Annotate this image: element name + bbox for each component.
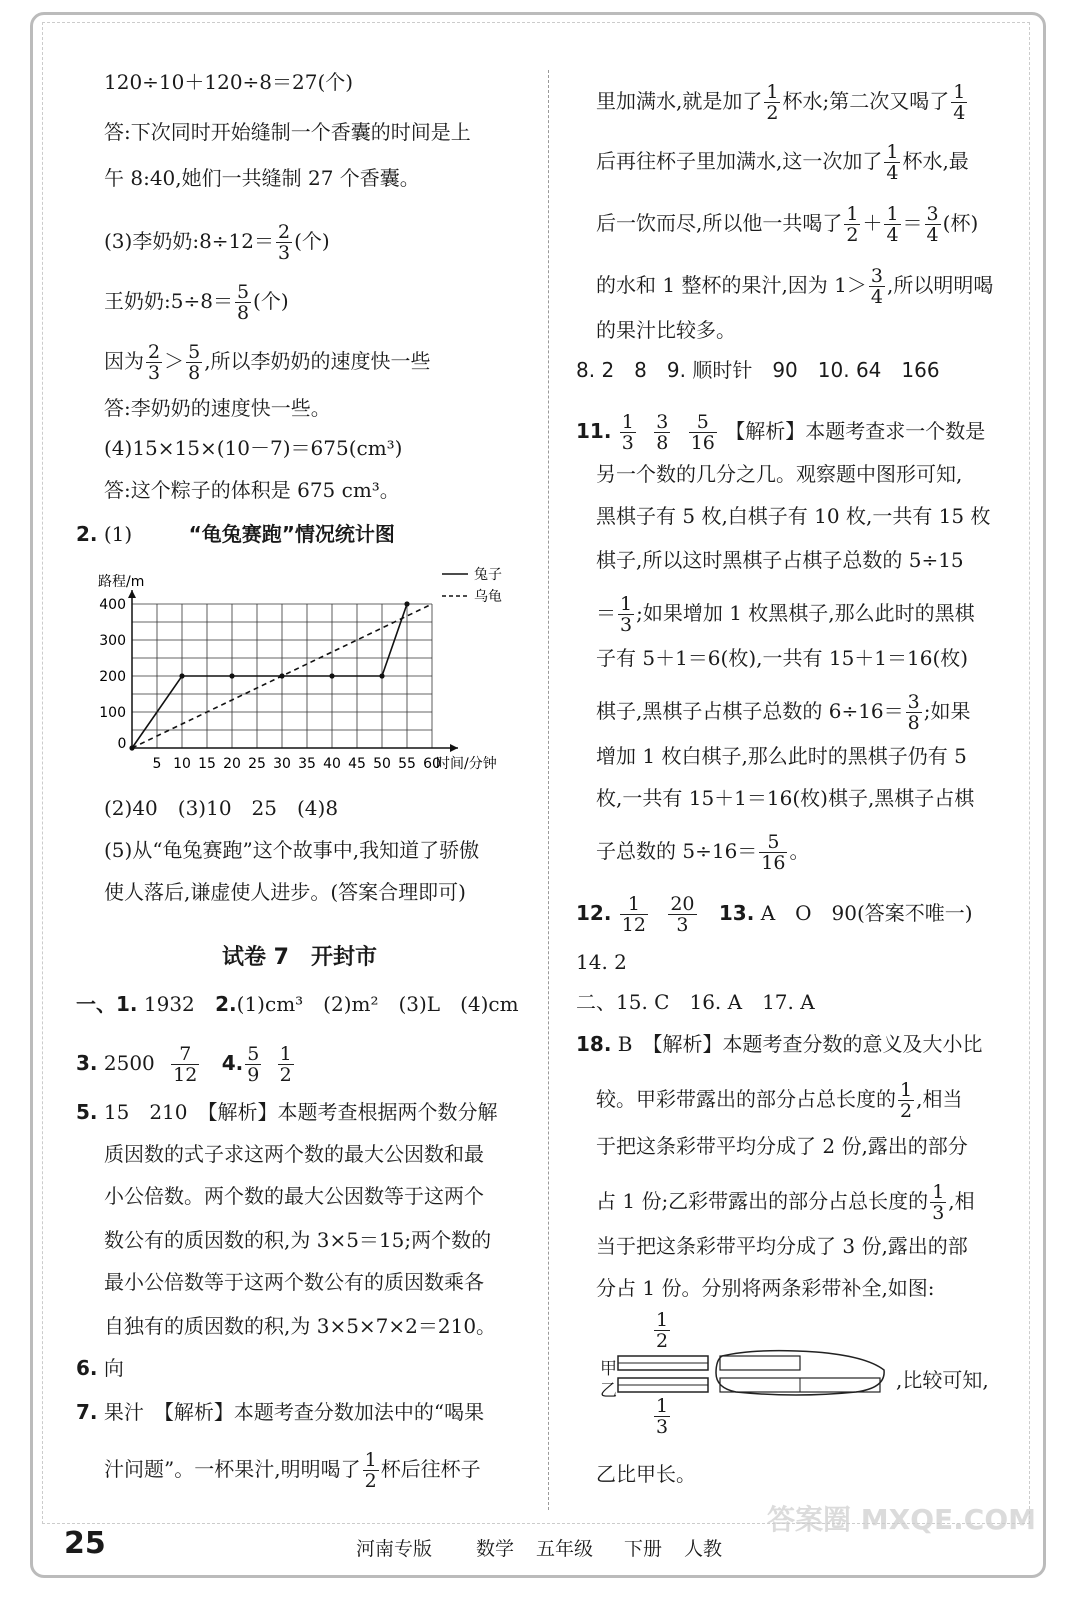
- fraction: $\frac{1}{4}$: [886, 203, 899, 246]
- x-tick-label: 10: [173, 756, 191, 770]
- answer-line: 子有 5＋1＝6(枚),一共有 15＋1＝16(枚): [596, 646, 969, 670]
- fraction-half: $\frac{1}{2}$: [656, 1309, 669, 1352]
- answer-line: 于把这条彩带平均分成了 2 份,露出的部分: [596, 1134, 968, 1158]
- answer-line: (2)40 (3)10 25 (4)8: [104, 796, 339, 820]
- answer-line: 答:李奶奶的速度快一些。: [104, 396, 331, 420]
- x-tick-label: 25: [248, 756, 266, 770]
- fraction: $\frac{1}{2}$: [279, 1043, 292, 1086]
- legend-label: 乌龟: [474, 589, 502, 605]
- text: 杯后往杯子: [380, 1457, 481, 1481]
- answer-line: [76, 1400, 484, 1424]
- answer-line: 使人落后,谦虚使人进步。(答案合理即可): [104, 880, 466, 904]
- text: (1): [103, 522, 133, 546]
- text: A O 90(答案不唯一): [760, 901, 973, 925]
- answer-line: 黑棋子有 5 枚,白棋子有 10 枚,一共有 15 枚: [596, 504, 991, 528]
- text: ,相: [948, 1189, 975, 1213]
- ribbon-diagram: [600, 1310, 900, 1440]
- text: 王奶奶:5÷8＝: [104, 289, 233, 313]
- text: ,相当: [916, 1087, 963, 1111]
- text: ＝: [596, 601, 616, 625]
- data-point: [379, 673, 384, 678]
- data-point: [179, 673, 184, 678]
- data-point: [229, 673, 234, 678]
- answer-line: 另一个数的几分之几。观察题中图形可知,: [596, 462, 963, 486]
- answer-line: [576, 1032, 983, 1056]
- text: 2500: [103, 1051, 155, 1075]
- answer-line: [76, 992, 519, 1016]
- fraction: $\frac{1}{3}$: [620, 593, 633, 636]
- fraction-third: $\frac{1}{3}$: [656, 1395, 669, 1438]
- text: (3)李奶奶:8÷12＝: [104, 229, 274, 253]
- x-tick-label: 0: [117, 736, 127, 752]
- fraction: $\frac{1}{4}$: [886, 141, 899, 184]
- fraction: $\frac{20}{3}$: [670, 893, 695, 936]
- fraction: $\frac{1}{2}$: [846, 203, 859, 246]
- answer-line: [104, 282, 289, 323]
- fraction: $\frac{5}{16}$: [690, 411, 715, 454]
- answer-line: 自独有的质因数的积,为 3×5×7×2＝210。: [104, 1314, 497, 1338]
- answer-line: [76, 1044, 296, 1085]
- x-tick-label: 30: [273, 756, 291, 770]
- x-tick-label: 45: [348, 756, 366, 770]
- answer-line: [596, 692, 971, 733]
- y-tick-label: 300: [99, 633, 126, 649]
- text: 后再往杯子里加满水,这一次加了: [596, 149, 883, 173]
- x-tick-label: 40: [323, 756, 341, 770]
- fraction: $\frac{3}{4}$: [926, 203, 939, 246]
- answer-line: (4)15×15×(10－7)＝675(cm³): [104, 436, 403, 460]
- answer-line: 答:这个粽子的体积是 675 cm³。: [104, 478, 400, 502]
- footer-item: 五年级: [536, 1538, 594, 1560]
- y-tick-label: 100: [99, 705, 126, 721]
- text: 汁问题”。一杯果汁,明明喝了: [104, 1457, 361, 1481]
- fraction: $\frac{1}{2}$: [766, 81, 779, 124]
- answer-line: 当于把这条彩带平均分成了 3 份,露出的部: [596, 1234, 968, 1258]
- answer-line: 最小公倍数等于这两个数公有的质因数乘各: [104, 1270, 484, 1294]
- answer-line: [104, 222, 330, 263]
- answer-line: [596, 832, 809, 873]
- x-tick-label: 5: [152, 756, 162, 770]
- fraction: $\frac{1}{2}$: [900, 1079, 913, 1122]
- question-number: 18.: [576, 1032, 612, 1056]
- answer-line: 答:下次同时开始缝制一个香囊的时间是上: [104, 120, 471, 144]
- column-divider: [548, 70, 549, 1510]
- text: 棋子,黑棋子占棋子总数的 6÷16＝: [596, 699, 904, 723]
- answer-line: [596, 594, 975, 635]
- section-title: 试卷 7 开封市: [222, 945, 377, 970]
- fraction: $\frac{3}{8}$: [907, 691, 920, 734]
- answer-line: [76, 1100, 498, 1124]
- text: 后一饮而尽,所以他一共喝了: [596, 211, 843, 235]
- x-axis-arrow: [450, 744, 458, 752]
- line-chart: [92, 560, 522, 770]
- legend-label: 兔子: [474, 567, 502, 583]
- answer-line: 二、15. C 16. A 17. A: [576, 990, 815, 1014]
- watermark: 答案圈 MXQE.COM: [767, 1503, 1036, 1536]
- fraction: $\frac{3}{8}$: [656, 411, 669, 454]
- text: 杯水,最: [902, 149, 969, 173]
- data-point: [329, 673, 334, 678]
- fraction: $\frac{1}{2}$: [364, 1449, 377, 1492]
- answer-line: [104, 342, 431, 383]
- fraction: $\frac{1}{12}$: [621, 893, 646, 936]
- question-number: 4.: [221, 1051, 244, 1075]
- text: ＞: [164, 349, 185, 373]
- answer-line: 棋子,所以这时黑棋子占棋子总数的 5÷15: [596, 548, 964, 572]
- x-tick-label: 20: [223, 756, 241, 770]
- ribbon-label-yi: 乙: [600, 1381, 617, 1401]
- text: B 【解析】本题考查分数的意义及大小比: [617, 1032, 983, 1056]
- footer-item: 下册: [624, 1538, 663, 1560]
- question-number: 6.: [76, 1356, 98, 1380]
- text: 果汁 【解析】本题考查分数加法中的“喝果: [103, 1400, 485, 1424]
- answer-line: 120÷10＋120÷8＝27(个): [104, 70, 354, 94]
- answer-line: 午 8:40,她们一共缝制 27 个香囊。: [104, 166, 420, 190]
- footer-item: 人教: [684, 1538, 723, 1560]
- text: ;如果: [923, 699, 971, 723]
- text: 因为: [104, 349, 144, 373]
- fraction: $\frac{2}{3}$: [148, 341, 161, 384]
- footer-item: 数学: [476, 1538, 515, 1560]
- fraction: $\frac{5}{9}$: [247, 1043, 260, 1086]
- question-number: 13.: [718, 901, 755, 925]
- y-tick-label: 400: [99, 597, 126, 613]
- y-tick-label: 200: [99, 669, 126, 685]
- text: 15 210 【解析】本题考查根据两个数分解: [103, 1100, 498, 1124]
- page-number: 25: [64, 1526, 106, 1561]
- answer-line: 小公倍数。两个数的最大公因数等于这两个: [104, 1184, 484, 1208]
- text: 1932: [143, 992, 195, 1016]
- answer-line: 分占 1 份。分别将两条彩带补全,如图:: [596, 1276, 935, 1300]
- fraction: $\frac{1}{3}$: [932, 1181, 945, 1224]
- question-number: 5.: [76, 1100, 98, 1124]
- fraction: $\frac{5}{8}$: [188, 341, 201, 384]
- fraction: $\frac{1}{3}$: [621, 411, 634, 454]
- fraction: $\frac{3}{4}$: [870, 265, 883, 308]
- y-axis-label: 路程/m: [98, 574, 145, 590]
- x-tick-label: 55: [398, 756, 416, 770]
- question-number: 3.: [76, 1051, 98, 1075]
- answer-line: [596, 82, 969, 123]
- text: 占 1 份;乙彩带露出的部分占总长度的: [596, 1189, 929, 1213]
- fraction: $\frac{1}{4}$: [953, 81, 966, 124]
- question-number: 11.: [576, 419, 612, 443]
- x-axis-label: 时间/分钟: [436, 756, 497, 770]
- x-tick-label: 35: [298, 756, 316, 770]
- answer-line: [596, 204, 978, 245]
- text: 杯水;第二次又喝了: [782, 89, 950, 113]
- fraction: $\frac{5}{16}$: [761, 831, 786, 874]
- text: 向: [103, 1356, 124, 1380]
- answer-line: 8. 2 8 9. 顺时针 90 10. 64 166: [576, 358, 940, 382]
- text: 里加满水,就是加了: [596, 89, 763, 113]
- ribbon-label-jia: 甲: [600, 1359, 617, 1379]
- text: 较。甲彩带露出的部分占总长度的: [596, 1087, 896, 1111]
- answer-line: [596, 266, 993, 307]
- text: ,所以明明喝: [886, 273, 994, 297]
- answer-line: [576, 412, 985, 453]
- y-axis-arrow: [128, 590, 136, 598]
- answer-line: [596, 142, 969, 183]
- text: 【解析】本题考查求一个数是: [725, 419, 986, 443]
- question-number: 7.: [76, 1400, 98, 1424]
- answer-line: 数公有的质因数的积,为 3×5＝15;两个数的: [104, 1228, 492, 1252]
- question-number: 2.: [76, 522, 98, 546]
- chart-title: “龟兔赛跑”情况统计图: [188, 522, 395, 546]
- answer-line: (5)从“龟兔赛跑”这个故事中,我知道了骄傲: [104, 838, 480, 862]
- text: (个): [294, 229, 330, 253]
- answer-line: [596, 1182, 975, 1223]
- answer-line: [576, 894, 973, 935]
- answer-line: 14. 2: [576, 950, 627, 974]
- answer-line: 枚,一共有 15＋1＝16(枚)棋子,黑棋子占棋: [596, 786, 975, 810]
- text: 。: [789, 839, 810, 863]
- x-tick-label: 50: [373, 756, 391, 770]
- text: (杯): [942, 211, 979, 235]
- answer-line: [104, 1450, 481, 1491]
- text: ＋: [862, 211, 883, 235]
- fraction: $\frac{5}{8}$: [236, 281, 250, 324]
- question-2: [76, 522, 395, 546]
- answer-line: [76, 1356, 124, 1380]
- text: 的水和 1 整杯的果汁,因为 1＞: [596, 273, 867, 297]
- answer-line: 增加 1 枚白棋子,那么此时的黑棋子仍有 5: [596, 744, 967, 768]
- fraction: $\frac{2}{3}$: [278, 221, 291, 264]
- answer-line: 乙比甲长。: [596, 1462, 696, 1486]
- ribbon-jia-hidden: [720, 1356, 800, 1370]
- text: (1)cm³ (2)m² (3)L (4)cm: [236, 992, 519, 1016]
- answer-line: ,比较可知,: [896, 1368, 989, 1392]
- footer-item: 河南专版: [356, 1538, 433, 1560]
- text: ＝: [902, 211, 923, 235]
- text: ,所以李奶奶的速度快一些: [204, 349, 431, 373]
- x-tick-label: 60: [423, 756, 441, 770]
- question-number: 一、1.: [76, 992, 138, 1016]
- answer-line: [596, 1080, 962, 1121]
- fraction: $\frac{7}{12}$: [173, 1043, 198, 1086]
- text: (个): [253, 289, 289, 313]
- text: 子总数的 5÷16＝: [596, 839, 758, 863]
- answer-line: 的果汁比较多。: [596, 318, 736, 342]
- question-number: 2.: [215, 992, 237, 1016]
- data-point: [404, 601, 409, 606]
- question-number: 12.: [576, 901, 612, 925]
- text: ;如果增加 1 枚黑棋子,那么此时的黑棋: [636, 601, 975, 625]
- x-tick-label: 15: [198, 756, 216, 770]
- answer-line: 质因数的式子求这两个数的最大公因数和最: [104, 1142, 484, 1166]
